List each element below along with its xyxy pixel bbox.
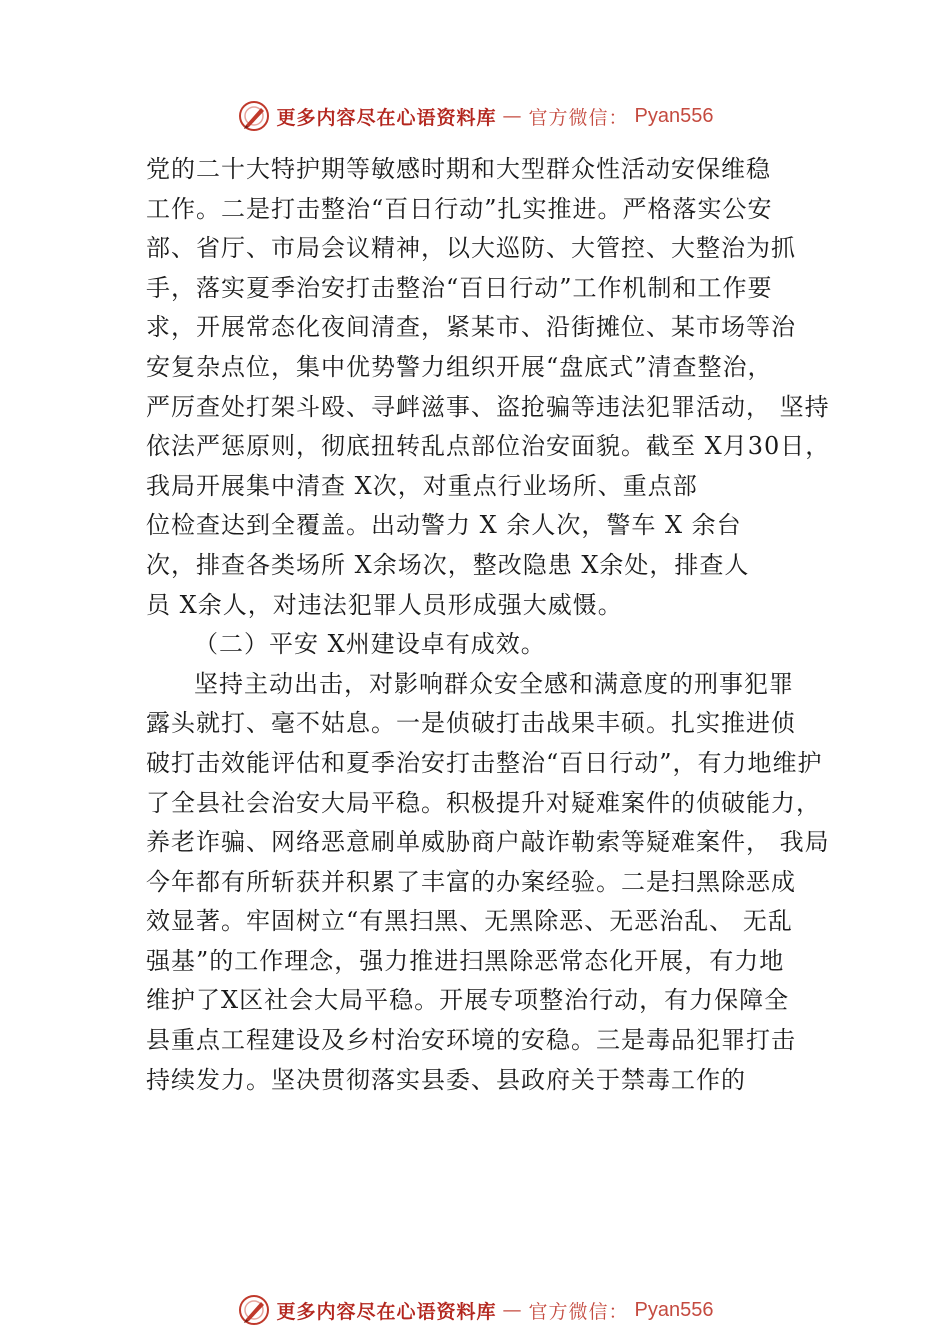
text-line: 党的二十大特护期等敏感时期和大型群众性活动安保维稳	[146, 155, 771, 183]
text-line: 今年都有所斩获并积累了丰富的办案经验。二是扫黑除恶成	[146, 867, 796, 896]
text-line: 位检查达到全覆盖。出动警力 X 余人次，警车 X 余台	[146, 511, 742, 540]
text-line: 持续发力。坚决贯彻落实县委、县政府关于禁毒工作的	[146, 1065, 746, 1094]
watermark-main-text: 更多内容尽在心语资料库	[276, 1300, 497, 1323]
text-line: 依法严惩原则，彻底扭转乱点部位治安面貌。截至 X月30日，	[146, 432, 831, 461]
text-line: 安复杂点位，集中优势警力组织开展“盘底式”清查整治，	[146, 352, 773, 381]
text-line: 维护了X区社会大局平稳。开展专项整治行动，有力保障全	[146, 986, 790, 1015]
watermark-dash: —	[502, 105, 523, 127]
text-line: 次，排查各类场所 X余场次，整改隐患 X余处，排查人	[146, 550, 750, 579]
text-line: 部、省厅、市局会议精神，以大巡防、大管控、大整治为抓	[146, 234, 796, 263]
watermark-dash: —	[502, 1299, 523, 1321]
text-line: 破打击效能评估和夏季治安打击整治“百日行动”，有力地维护	[146, 748, 823, 777]
text-line: 县重点工程建设及乡村治安环境的安稳。三是毒品犯罪打击	[146, 1026, 796, 1055]
text-line: 坚持主动出击，对影响群众安全感和满意度的刑事犯罪	[194, 669, 794, 698]
text-line: 养老诈骗、网络恶意刷单威胁商户敲诈勒索等疑难案件， 我局	[146, 828, 830, 857]
text-line: 工作。二是打击整治“百日行动”扎实推进。严格落实公安	[146, 194, 773, 223]
text-line: 了全县社会治安大局平稳。积极提升对疑难案件的侦破能力，	[146, 788, 821, 817]
watermark-sub-text: 官方微信：	[528, 1300, 629, 1323]
footer-watermark	[0, 1290, 950, 1330]
text-line: 露头就打、毫不姑息。一是侦破打击战果丰硕。扎实推进侦	[146, 709, 796, 738]
pen-logo-icon	[237, 1293, 271, 1327]
pen-logo-icon	[237, 99, 271, 133]
text-line: 我局开展集中清查 X次，对重点行业场所、重点部	[146, 471, 698, 500]
watermark-wechat-id: Pyan556	[634, 1298, 714, 1321]
section-heading: （二）平安 X州建设卓有成效。	[194, 630, 546, 659]
text-line: 强基”的工作理念，强力推进扫黑除恶常态化开展，有力地	[146, 946, 785, 975]
text-line: 求，开展常态化夜间清查，紧某市、沿街摊位、某市场等治	[146, 313, 796, 342]
text-line: 员 X余人，对违法犯罪人员形成强大威慑。	[146, 590, 623, 619]
watermark-sub-text: 官方微信：	[528, 106, 629, 129]
text-line: 手，落实夏季治安打击整治“百日行动”工作机制和工作要	[146, 273, 773, 302]
watermark-main-text: 更多内容尽在心语资料库	[276, 106, 497, 129]
text-line: 效显著。牢固树立“有黑扫黑、无黑除恶、无恶治乱、 无乱	[146, 907, 793, 936]
header-watermark	[0, 96, 950, 136]
document-body	[146, 150, 831, 1100]
watermark-wechat-id: Pyan556	[634, 104, 714, 127]
text-line: 严厉查处打架斗殴、寻衅滋事、盗抢骗等违法犯罪活动， 坚持	[146, 392, 830, 421]
